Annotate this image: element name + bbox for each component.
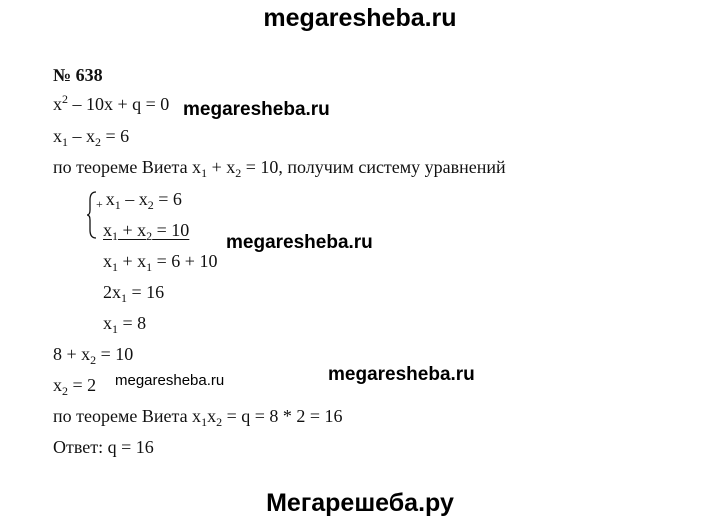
equation-2: $x_1 - x_2 = 6$ bbox=[53, 126, 130, 149]
watermark-mid-1: megaresheba.ru bbox=[183, 99, 330, 120]
vieta-statement-1: по теореме Виета $x_1 + x_2 = 10$, получим систему уравнений bbox=[53, 157, 506, 180]
step-5: $x_2 = 2$ bbox=[53, 375, 97, 398]
problem-number: № 638 bbox=[53, 65, 103, 85]
step-4: $8 + x_2 = 10$ bbox=[53, 344, 134, 367]
system-line-2: $x_1 + x_2 = 10$ bbox=[103, 220, 190, 243]
step-2: $2x_1 = 16$ bbox=[103, 282, 165, 305]
equation-1: $x^2 - 10x + q = 0$ bbox=[53, 92, 170, 114]
system-line-1: + $x_1 - x_2 = 6$ bbox=[96, 189, 182, 212]
watermark-bottom: Мегарешеба.ру bbox=[266, 489, 454, 517]
watermark-mid-2: megaresheba.ru bbox=[226, 232, 373, 253]
watermark-top: megaresheba.ru bbox=[263, 4, 457, 32]
watermark-mid-3: megaresheba.ru bbox=[328, 364, 475, 385]
answer: Ответ: q = 16 bbox=[53, 437, 154, 457]
vieta-statement-2: по теореме Виета $x_1x_2 = q = 8 * 2 = 16$ bbox=[53, 406, 343, 429]
step-1: $x_1 + x_1 = 6 + 10$ bbox=[103, 251, 218, 274]
step-3: $x_1 = 8$ bbox=[103, 313, 147, 336]
watermark-small: megaresheba.ru bbox=[115, 372, 225, 389]
